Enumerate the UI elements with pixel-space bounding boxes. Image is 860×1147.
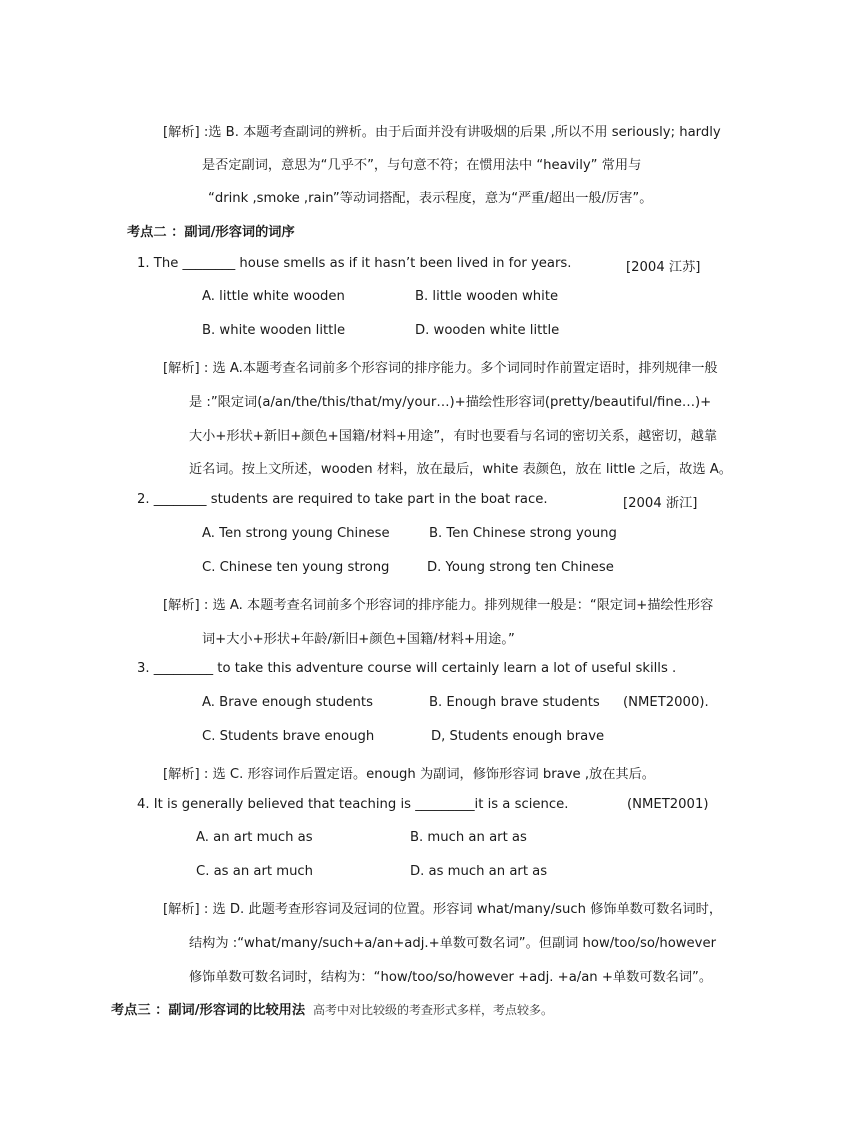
analysis-1-line-2: 是否定副词，意思为“几乎不”，与句意不符；在惯用法中 “heavily” 常用与 — [202, 158, 642, 173]
question-2-analysis-line-1: [解析] : 选 A. 本题考查名词前多个形容词的排序能力。排列规律一般是：“限定词+描绘性形容 — [163, 598, 714, 613]
question-1-stem: 1. The ________ house smells as if it hasn’t been lived in for years. — [137, 256, 572, 271]
section-3-note: 高考中对比较级的考查形式多样，考点较多。 — [313, 1003, 554, 1017]
question-2-stem: 2. ________ students are required to take part in the boat race. — [137, 492, 548, 507]
question-1-analysis-line-2: 是 :”限定词(a/an/the/this/that/my/your…)+描绘性形容词(pretty/beautiful/fine…)+ — [189, 395, 712, 410]
question-3-source: (NMET2000). — [623, 695, 709, 710]
option-c: C. Students brave enough — [202, 729, 375, 744]
question-4-analysis-line-3: 修饰单数可数名词时，结构为：“how/too/so/however +adj. +a/an +单数可数名词”。 — [189, 970, 713, 985]
option-a: A. Ten strong young Chinese — [202, 526, 390, 541]
question-1-analysis-line-3: 大小+形状+新旧+颜色+国籍/材料+用途”，有时也要看与名词的密切关系，越密切，越靠 — [189, 429, 718, 444]
question-4-source: (NMET2001) — [627, 797, 709, 812]
question-1-analysis-line-1: [解析] : 选 A.本题考查名词前多个形容词的排序能力。多个词同时作前置定语时，排列规律一般 — [163, 361, 718, 376]
option-d: D. wooden white little — [415, 323, 560, 338]
option-c: C. as an art much — [196, 864, 314, 879]
analysis-1-line-1: [解析] :选 B. 本题考查副词的辨析。由于后面并没有讲吸烟的后果 ,所以不用 seriously; hardly — [163, 125, 721, 140]
question-2-source: [2004 浙江] — [623, 496, 698, 511]
question-3-stem: 3. _________ to take this adventure course will certainly learn a lot of useful skills . — [137, 661, 677, 676]
question-4-stem: 4. It is generally believed that teaching is _________it is a science. — [137, 797, 569, 812]
section-3-heading — [111, 999, 553, 1018]
section-3-title: 考点三 ：副词/形容词的比较用法 — [111, 1003, 306, 1018]
analysis-1-line-3: “drink ,smoke ,rain”等动词搭配，表示程度，意为“严重/超出一般/厉害”。 — [208, 191, 653, 206]
option-b: B. little wooden white — [415, 289, 559, 304]
option-a: A. little white wooden — [202, 289, 345, 304]
option-a: A. an art much as — [196, 830, 313, 845]
option-d: D. Young strong ten Chinese — [427, 560, 614, 575]
option-d: D. as much an art as — [410, 864, 548, 879]
option-d: D, Students enough brave — [431, 729, 605, 744]
question-4-analysis-line-2: 结构为 :“what/many/such+a/an+adj.+单数可数名词”。但副词 how/too/so/however — [189, 936, 717, 951]
question-4-analysis-line-1: [解析] : 选 D. 此题考查形容词及冠词的位置。形容词 what/many/such 修饰单数可数名词时， — [163, 902, 723, 917]
section-2-heading: 考点二 ：副词/形容词的词序 — [127, 225, 295, 240]
question-3-analysis-line-1: [解析] : 选 C. 形容词作后置定语。enough 为副词，修饰形容词 brave ,放在其后。 — [163, 767, 655, 782]
option-c: C. Chinese ten young strong — [202, 560, 390, 575]
question-2-analysis-line-2: 词+大小+形状+年龄/新旧+颜色+国籍/材料+用途。” — [202, 632, 515, 647]
option-b: B. Ten Chinese strong young — [429, 526, 617, 541]
question-1-source: [2004 江苏] — [626, 260, 701, 275]
question-1-analysis-line-4: 近名词。按上文所述，wooden 材料，放在最后，white 表颜色，放在 little 之后，故选 A。 — [189, 462, 732, 477]
option-b: B. much an art as — [410, 830, 527, 845]
option-b: B. Enough brave students — [429, 695, 600, 710]
option-c: B. white wooden little — [202, 323, 346, 338]
option-a: A. Brave enough students — [202, 695, 373, 710]
